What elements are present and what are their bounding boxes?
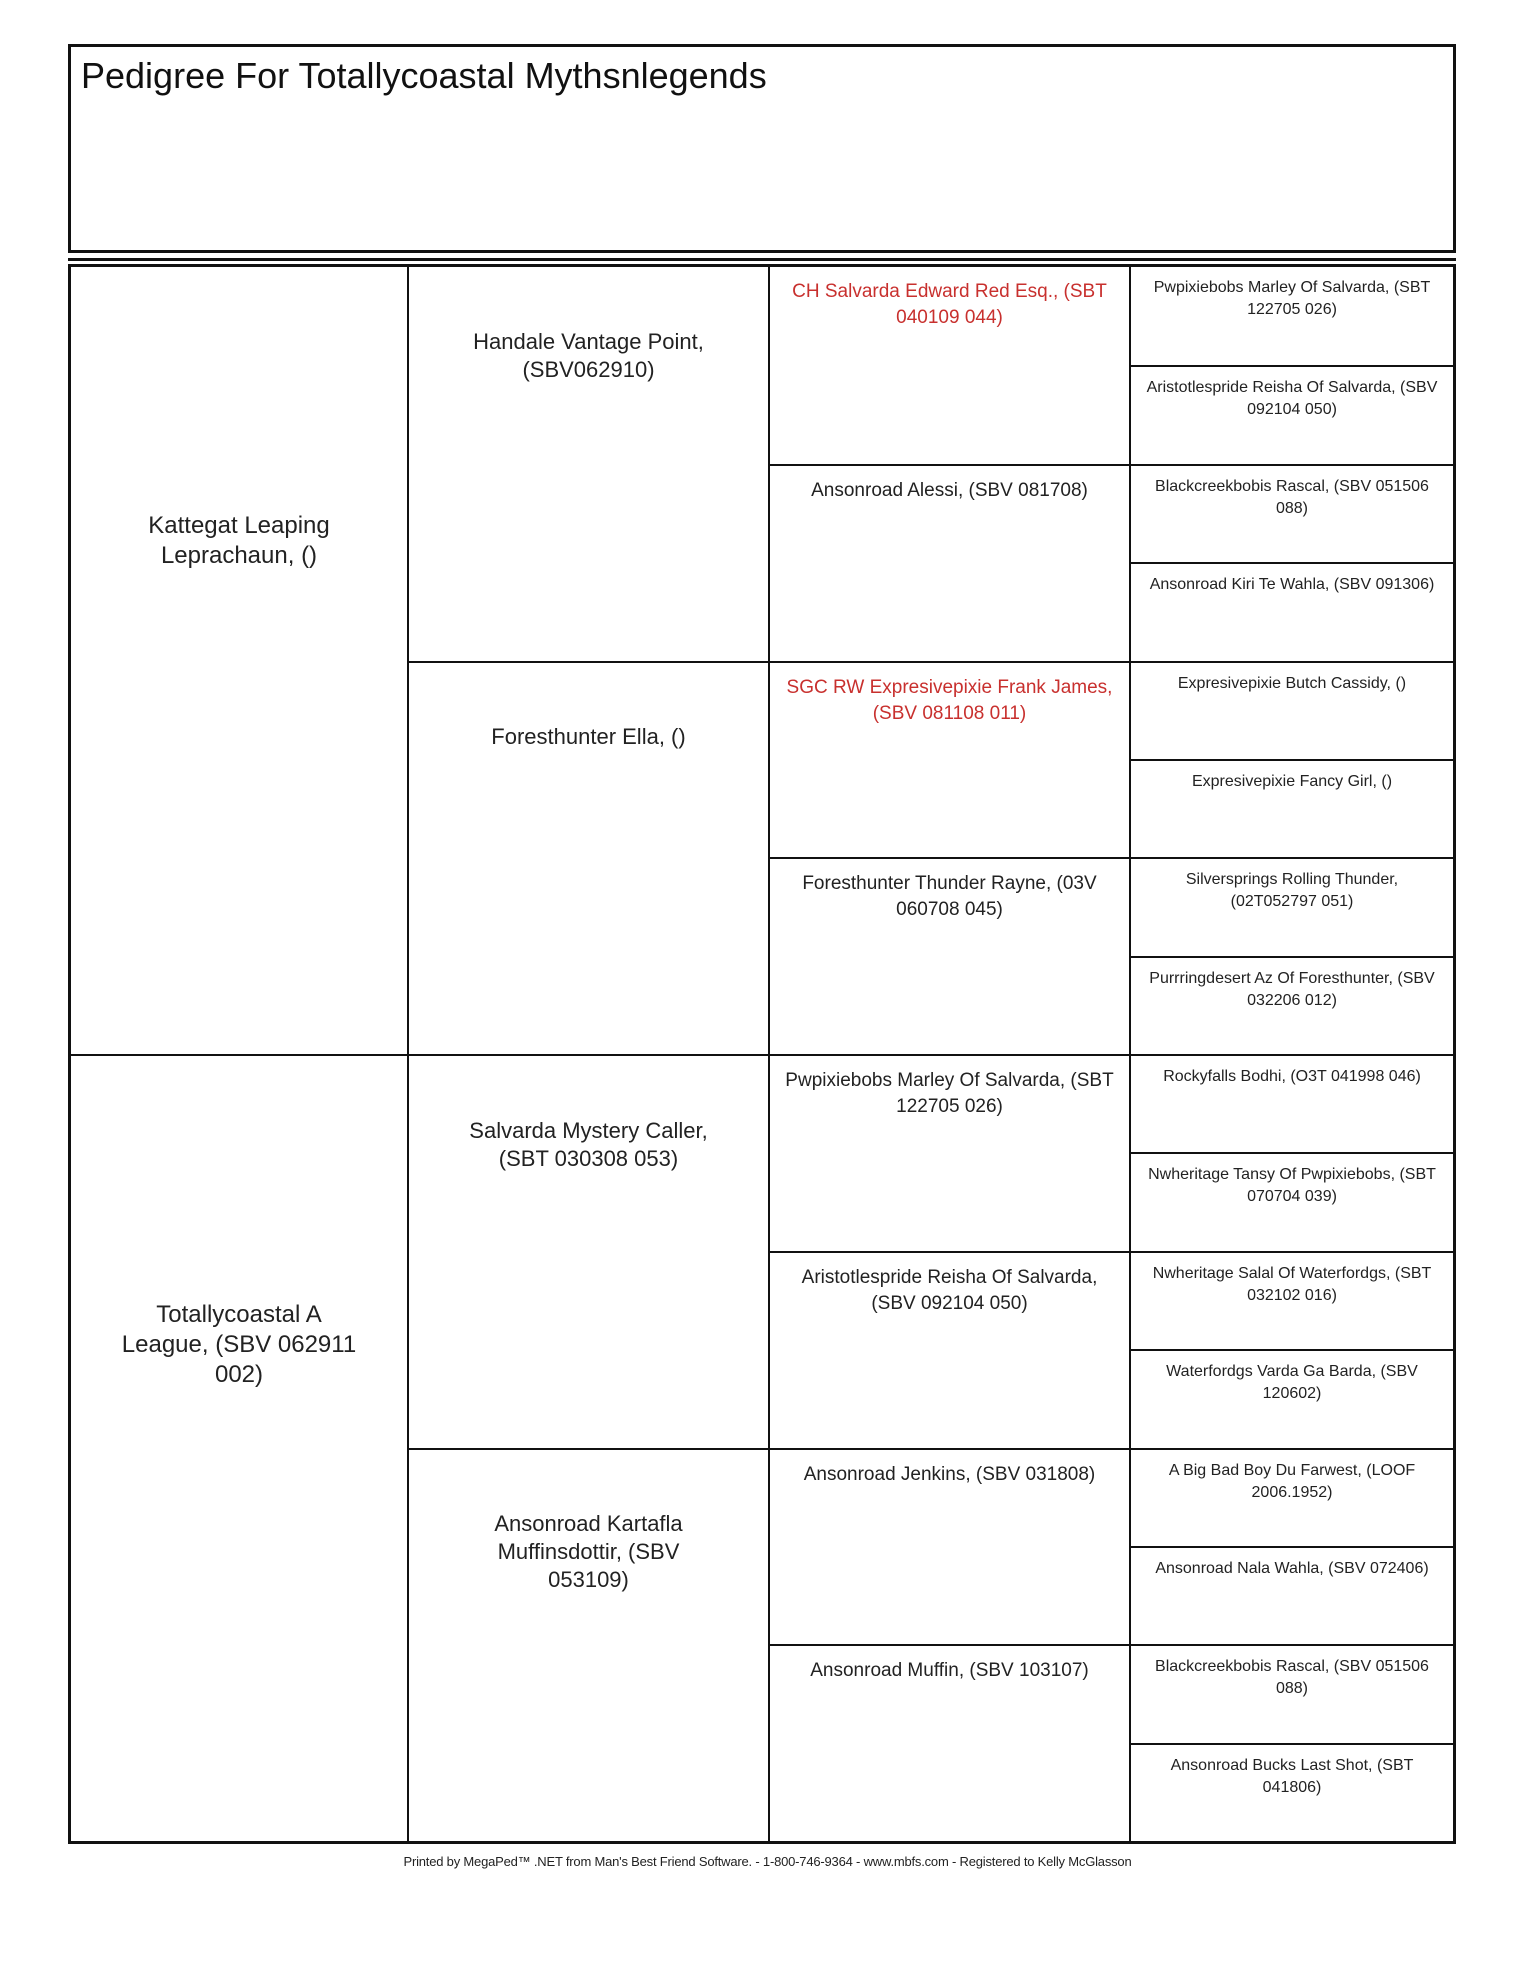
- gen4-cell: [1129, 1743, 1453, 1841]
- gen4-name: Blackcreekbobis Rascal, (SBV 051506 088): [1155, 1658, 1429, 1698]
- pedigree-grid: [68, 264, 1456, 1844]
- gen4-cell: [1129, 1251, 1453, 1349]
- gen4-name: Rockyfalls Bodhi, (O3T 041998 046): [1163, 1068, 1421, 1085]
- gen4-name: Waterfordgs Varda Ga Barda, (SBV 120602): [1166, 1363, 1418, 1403]
- gen3-name: Ansonroad Alessi, (SBV 081708): [811, 479, 1088, 501]
- gen4-cell: [1129, 1152, 1453, 1250]
- gen4-name: Nwheritage Salal Of Waterfordgs, (SBT 032102 016): [1152, 1264, 1432, 1304]
- gen3-cell: [768, 857, 1129, 1054]
- gen1-cell: [71, 267, 407, 1054]
- gen2-cell: [407, 1054, 768, 1448]
- gen2-name: Foresthunter Ella, (): [491, 724, 686, 750]
- gen2-name: Handale Vantage Point, (SBV062910): [473, 328, 704, 382]
- gen2-name: Salvarda Mystery Caller, (SBT 030308 053): [469, 1117, 708, 1171]
- gen3-name: Pwpixiebobs Marley Of Salvarda, (SBT 122705 026): [785, 1070, 1114, 1117]
- gen3-name: Aristotlespride Reisha Of Salvarda, (SBV 092104 050): [801, 1266, 1098, 1314]
- gen4-name: Ansonroad Kiri Te Wahla, (SBV 091306): [1149, 576, 1435, 594]
- gen3-name: SGC RW Expresivepixie Frank James, (SBV 081108 011): [786, 676, 1113, 724]
- gen4-cell: [1129, 562, 1453, 660]
- gen4-name: Ansonroad Nala Wahla, (SBV 072406): [1155, 1559, 1429, 1577]
- gen3-name: Ansonroad Muffin, (SBV 103107): [810, 1660, 1089, 1682]
- gen3-cell: [768, 1251, 1129, 1448]
- title-divider-bottom: [68, 258, 1456, 261]
- gen4-cell: [1129, 1349, 1453, 1447]
- page-title: Pedigree For Totallycoastal Mythsnlegends: [81, 55, 767, 96]
- gen3-name: CH Salvarda Edward Red Esq., (SBT 040109 044): [792, 281, 1107, 328]
- gen2-name: Ansonroad Kartafla Muffinsdottir, (SBV 053109): [494, 1511, 683, 1593]
- gen4-name: Blackcreekbobis Rascal, (SBV 051506 088): [1155, 477, 1429, 517]
- gen1-name: Kattegat Leaping Leprachaun, (): [148, 511, 330, 569]
- gen4-name: Aristotlespride Reisha Of Salvarda, (SBV 092104 050): [1146, 379, 1438, 419]
- gen4-cell: [1129, 365, 1453, 463]
- gen3-cell: [768, 661, 1129, 858]
- gen2-cell: [407, 267, 768, 661]
- gen4-name: Nwheritage Tansy Of Pwpixiebobs, (SBT 070704 039): [1148, 1166, 1436, 1206]
- gen4-name: A Big Bad Boy Du Farwest, (LOOF 2006.1952): [1168, 1461, 1416, 1501]
- gen4-name: Expresivepixie Butch Cassidy, (): [1177, 674, 1407, 692]
- gen4-name: Silversprings Rolling Thunder, (02T052797 051): [1185, 871, 1399, 911]
- gen4-cell: [1129, 1054, 1453, 1152]
- gen4-cell: [1129, 1448, 1453, 1546]
- gen4-name: Ansonroad Bucks Last Shot, (SBT 041806): [1170, 1756, 1414, 1796]
- gen3-name: Ansonroad Jenkins, (SBV 031808): [803, 1463, 1096, 1485]
- gen3-cell: [768, 267, 1129, 464]
- gen4-cell: [1129, 759, 1453, 857]
- gen4-cell: [1129, 464, 1453, 562]
- gen3-name: Foresthunter Thunder Rayne, (03V 060708 045): [802, 873, 1097, 921]
- footer-note: Printed by MegaPed™ .NET from Man's Best Friend Software. - 1-800-746-9364 - www.mbfs.com - Registered to Kelly McGlasson: [403, 1854, 1132, 1869]
- gen2-cell: [407, 1448, 768, 1842]
- gen3-cell: [768, 464, 1129, 661]
- gen4-cell: [1129, 857, 1453, 955]
- gen4-name: Expresivepixie Fancy Girl, (): [1191, 772, 1393, 790]
- gen4-cell: [1129, 1644, 1453, 1742]
- gen4-cell: [1129, 267, 1453, 365]
- gen4-name: Purrringdesert Az Of Foresthunter, (SBV 032206 012): [1149, 969, 1435, 1009]
- gen3-cell: [768, 1054, 1129, 1251]
- gen4-cell: [1129, 1546, 1453, 1644]
- gen1-name: Totallycoastal A League, (SBV 062911 002): [121, 1300, 357, 1388]
- gen4-name: Pwpixiebobs Marley Of Salvarda, (SBT 122705 026): [1153, 279, 1431, 318]
- gen3-cell: [768, 1448, 1129, 1645]
- title-divider-top: [68, 250, 1456, 253]
- gen4-cell: [1129, 956, 1453, 1054]
- gen2-cell: [407, 661, 768, 1055]
- gen4-cell: [1129, 661, 1453, 759]
- gen3-cell: [768, 1644, 1129, 1841]
- gen1-cell: [71, 1054, 407, 1841]
- title-box: [68, 44, 1456, 250]
